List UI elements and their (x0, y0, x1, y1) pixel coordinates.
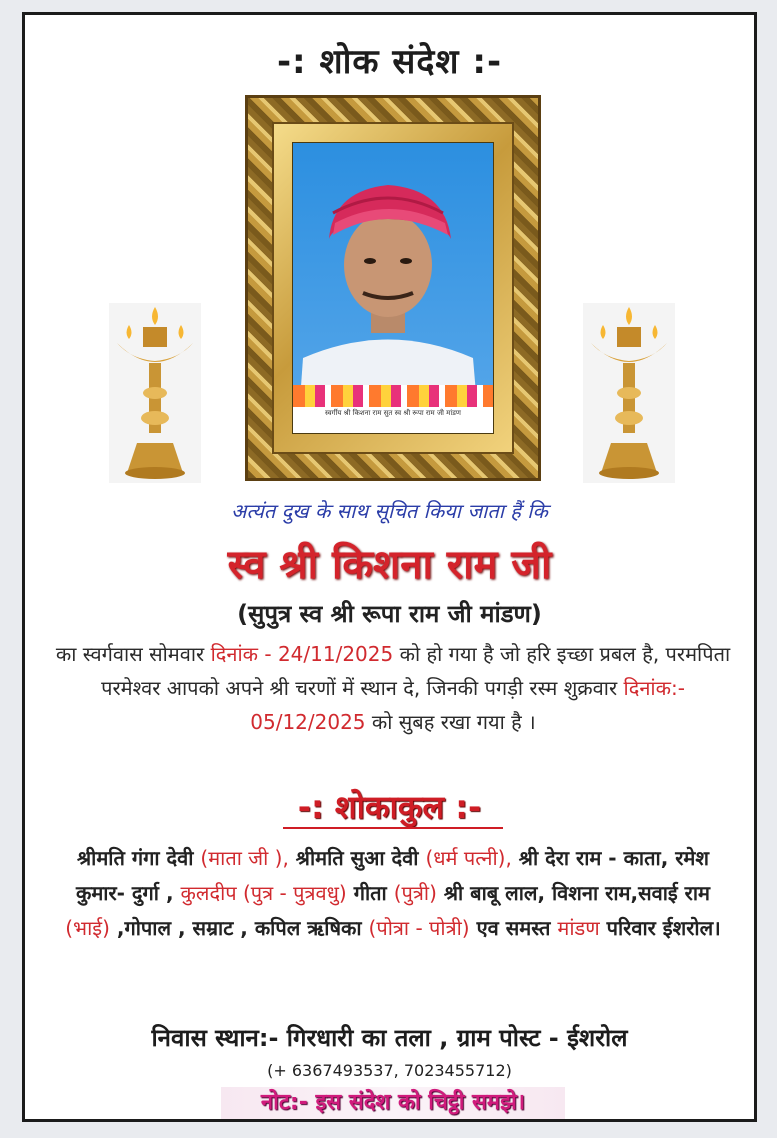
mourners-list: श्रीमति गंगा देवी (माता जी ), श्रीमति सुआ देवी (धर्म पत्नी), श्री देरा राम - काता, रमेश कुमार- दुर्गा , कुलदीप (पुत्र - पुत्रवधु) गीता (पुत्री) श्री बाबू लाल, विशना राम,सवाई राम (भाई) ,गोपाल , सम्राट , कपिल ऋषिका (पोत्रा - पोत्री) एव समस्त मांडण परिवार ईशरोल। (65, 846, 721, 940)
flower-garland (293, 385, 493, 407)
portrait-frame (245, 95, 541, 481)
notice-title: -: शोक संदेश :- (276, 42, 503, 82)
announcement-paragraph: का स्वर्गवास सोमवार दिनांक - 24/11/2025 को हो गया है जो हरि इच्छा प्रबल है, परमपिता परमेश्वर आपको अपने श्री चरणों में स्थान दे, जिनकी पगड़ी रस्म शुक्रवार दिनांक:- 05/12/2025 को सुबह रखा गया है । (55, 642, 731, 734)
contact-phones: (+ 6367493537, 7023455712) (267, 1061, 512, 1080)
ceremony-date: दिनांक:- 05/12/2025 (250, 676, 685, 734)
residence-address: निवास स्थान:- गिरधारी का तला , ग्राम पोस्ट - ईशरोल (151, 1024, 628, 1052)
right-diya-lamp-icon (583, 303, 675, 483)
photo-caption: स्वर्गीय श्री किशना राम सुत स्व श्री रूपा राम जी मांडण (293, 407, 493, 433)
mourners-heading: -: शोकाकुल :- (297, 788, 482, 826)
heading-underline (283, 827, 503, 829)
note-banner: नोट:- इस संदेश को चिट्ठी समझे। (221, 1087, 565, 1119)
death-date: दिनांक - 24/11/2025 (210, 642, 394, 666)
left-diya-lamp-icon (109, 303, 201, 483)
condolence-card (22, 12, 757, 1122)
parentage-line: (सुपुत्र स्व श्री रूपा राम जी मांडण) (237, 600, 542, 628)
portrait-photo (292, 142, 494, 434)
deceased-name: स्व श्री किशना राम जी (227, 542, 552, 588)
intro-line: अत्यंत दुख के साथ सूचित किया जाता हैं कि (231, 499, 548, 523)
